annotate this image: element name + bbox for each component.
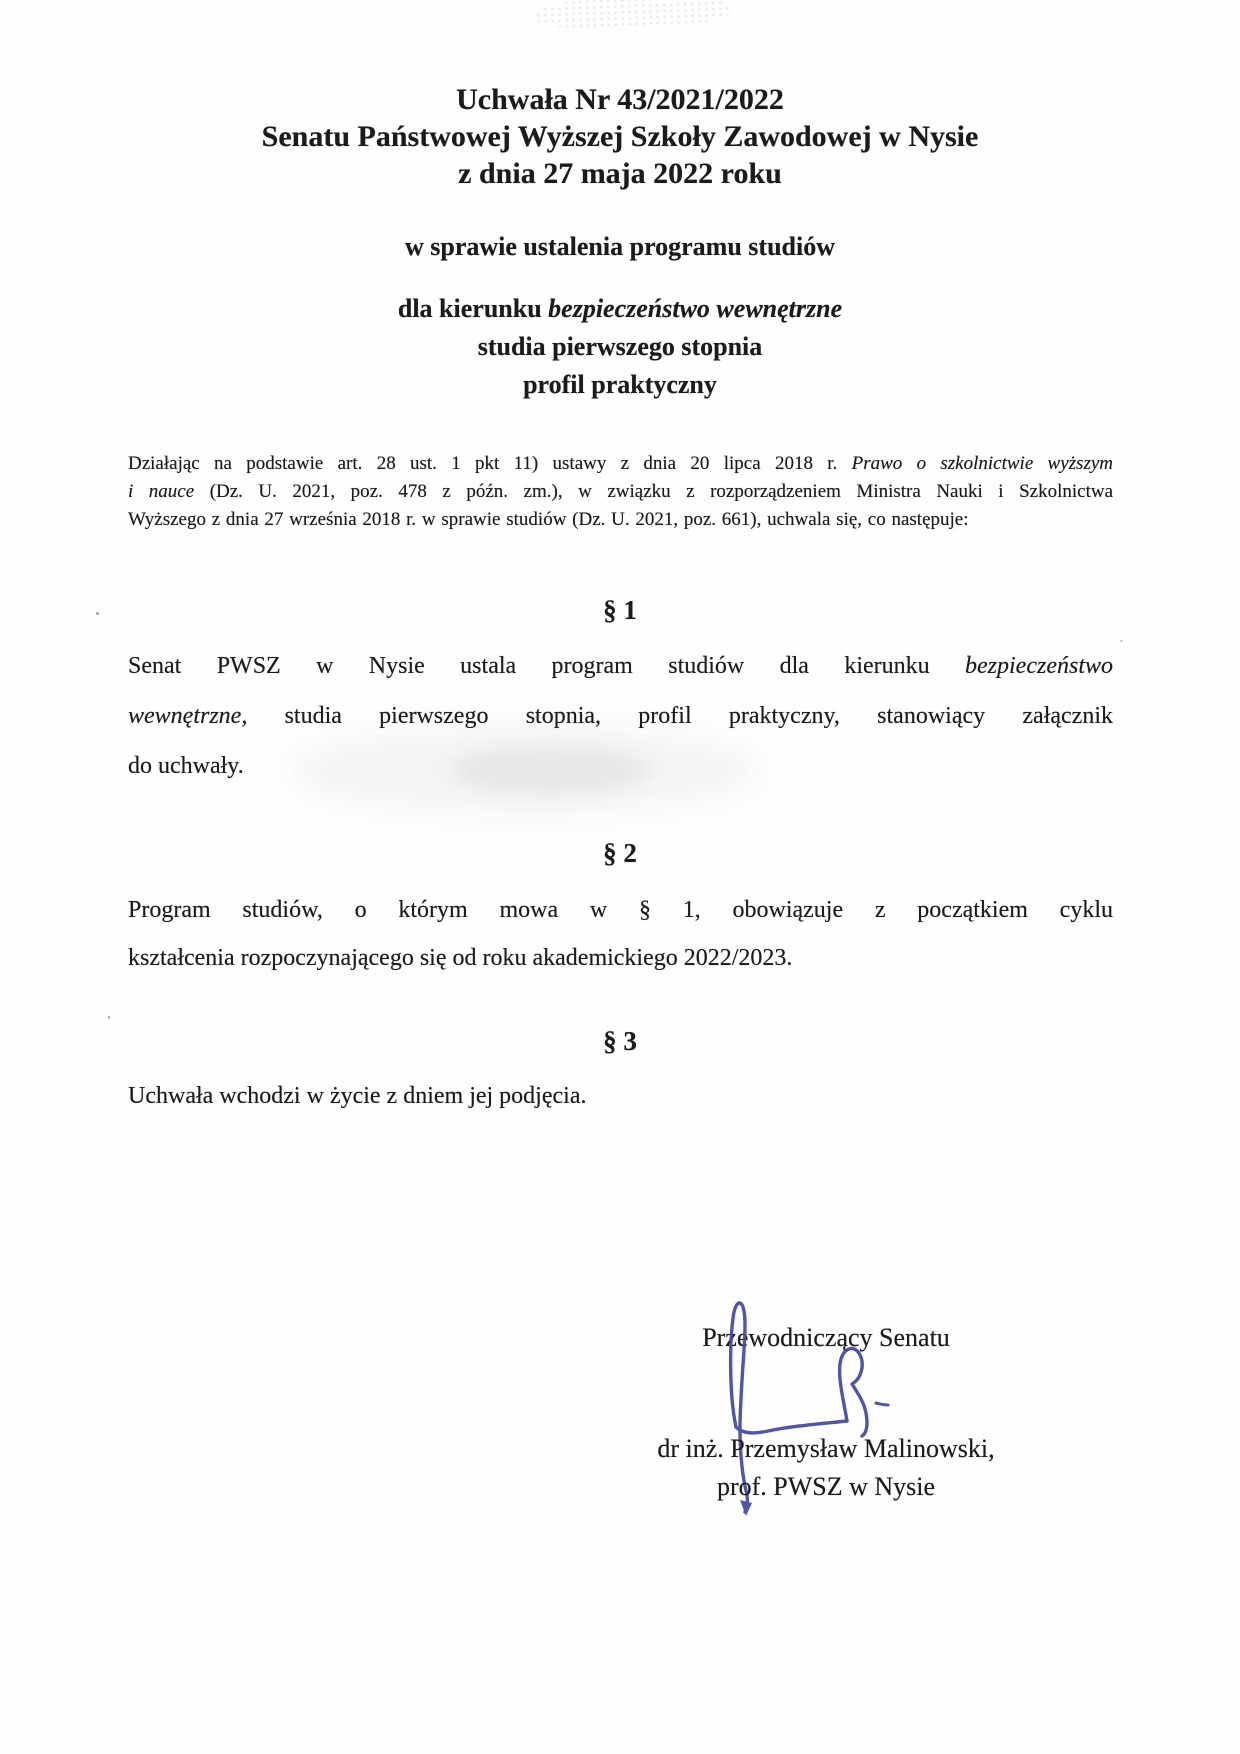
program-block [120,290,1120,404]
program-profile: profil praktyczny [523,370,717,399]
section-3-line-1: Uchwała wchodzi w życie z dniem jej podjęcia. [128,1083,587,1109]
field-name-italic: bezpieczeństwo [965,653,1113,679]
section-text: Senat PWSZ w Nysie ustala program studiów dla kierunku [128,653,966,679]
section-3-heading: § 3 [603,1026,637,1056]
scan-speck [108,1016,110,1019]
signatory-role: Przewodniczący Senatu [702,1323,950,1352]
section-text: studia pierwszego stopnia, profil praktyczny, stanowiący załącznik [247,703,1113,729]
program-field-prefix: dla kierunku [397,294,549,323]
signatory-name: dr inż. Przemysław Malinowski, [657,1434,995,1463]
legal-text: (Dz. U. 2021, poz. 478 z późn. zm.), w związku z rozporządzeniem Ministra Nauki i Szkolnictwa [194,481,1113,502]
legal-basis-line-2 [128,478,1113,506]
section-3-text [128,1072,1113,1120]
legal-text: Działając na podstawie art. 28 ust. 1 pkt 11) ustawy z dnia 20 lipca 2018 r. [128,453,852,474]
scan-noise-patch [535,0,731,32]
legal-basis-line-3: Wyższego z dnia 27 września 2018 r. w sprawie studiów (Dz. U. 2021, poz. 661), uchwala się, co następuje: [128,509,969,530]
legal-basis-line-1 [128,450,1113,478]
section-1-heading: § 1 [603,595,637,625]
section-2-heading: § 2 [603,838,637,868]
resolution-title-block [120,81,1120,192]
field-name-italic-cont: wewnętrzne, [128,703,248,729]
scan-speck [1120,640,1123,642]
section-1-text [128,641,1113,791]
program-field-line [120,290,1120,328]
cited-act-title-cont: i nauce [128,481,195,502]
resolution-number: Uchwała Nr 43/2021/2022 [456,83,784,116]
issuing-body: Senatu Państwowej Wyższej Szkoły Zawodowej w Nysie [261,120,979,153]
resolution-date: z dnia 27 maja 2022 roku [458,157,782,190]
scan-speck [96,612,99,615]
signatory-identity [626,1430,1026,1506]
section-2-line-1: Program studiów, o którym mowa w § 1, obowiązuje z początkiem cyklu [128,897,1113,923]
legal-basis-paragraph [128,450,1113,534]
program-field-name: bezpieczeństwo wewnętrzne [548,294,843,323]
section-1-line-2 [128,691,1113,741]
resolution-subject: w sprawie ustalenia programu studiów [404,232,835,261]
section-1-line-1 [128,641,1113,691]
program-level: studia pierwszego stopnia [477,332,763,361]
cited-act-title: Prawo o szkolnictwie wyższym [851,453,1113,474]
section-2-line-2: kształcenia rozpoczynającego się od roku akademickiego 2022/2023. [128,945,793,971]
signature-stroke-dash [876,1403,888,1405]
section-2-text [128,886,1113,982]
signatory-title: prof. PWSZ w Nysie [716,1472,936,1501]
section-1-line-3: do uchwały. [128,753,244,779]
